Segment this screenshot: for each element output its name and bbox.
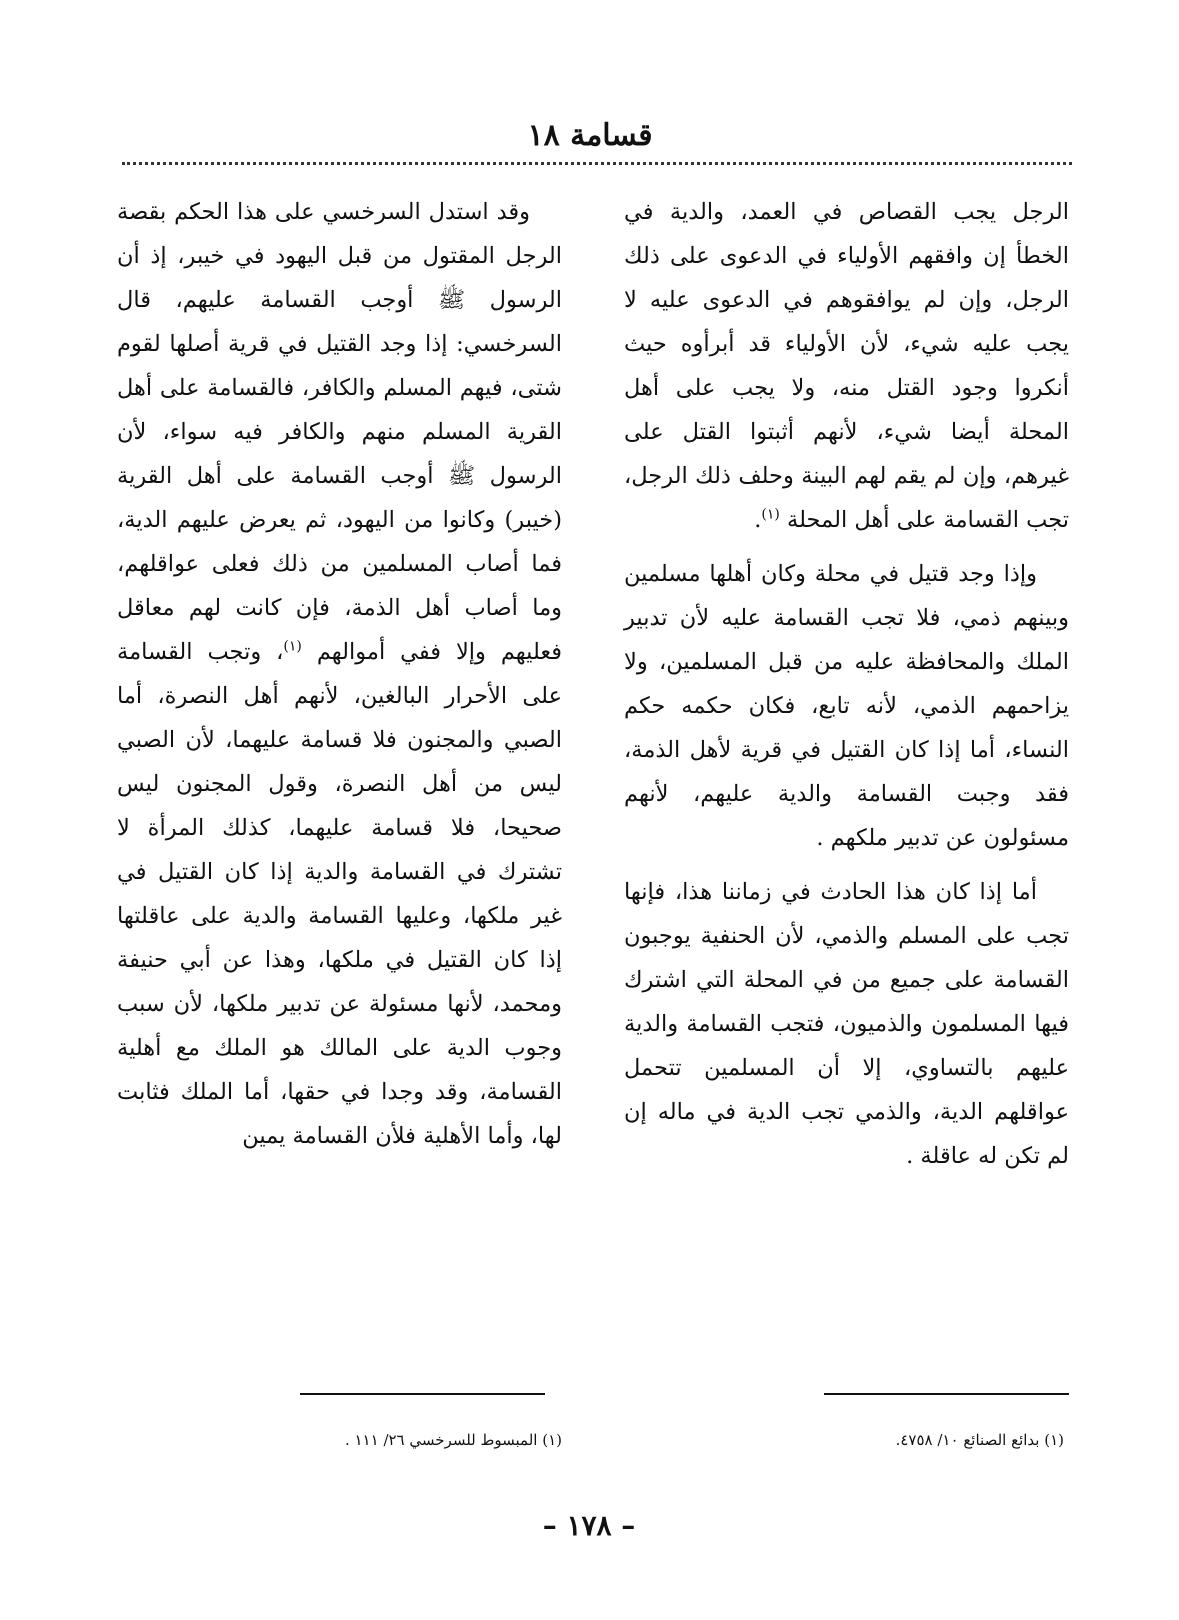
footnote-rule-right <box>824 1393 1069 1395</box>
right-paragraph-3: أما إذا كان هذا الحادث في زماننا هذا، فإنها تجب على المسلم والذمي، لأن الحنفية يوجبون القسامة على جميع من في المحلة التي اشترك فيها المسلمون والذميون، فتجب القسامة والدية عليهم بالتساوي، إلا أن المسلمين تتحمل عواقلهم الدية، والذمي تجب الدية في ماله إن لم تكن له عاقلة . <box>624 879 1069 1169</box>
header-dotted-rule <box>122 162 1072 165</box>
footnote-left: (١) المبسوط للسرخسي ٢٦/ ١١١ . <box>344 1431 562 1449</box>
footnote-right: (١) بدائع الصنائع ١٠/ ٤٧٥٨. <box>895 1431 1064 1449</box>
footnote-marker: (١) <box>761 506 780 523</box>
right-paragraph-1 <box>624 190 1069 542</box>
page-header-title: قسامة ١٨ <box>527 118 653 153</box>
left-paragraph-1-text: وقد استدل السرخسي على هذا الحكم بقصة الرجل المقتول من قبل اليهود في خيبر، إذ أن الرسول ﷺ أوجب القسامة عليهم، قال السرخسي: إذا وجد القتيل في قرية أصلها لقوم شتى، فيهم المسلم والكافر، فالقسامة على أهل القرية المسلم منهم والكافر فيه سواء، لأن الرسول ﷺ أوجب القسامة على أهل القرية (خيبر) وكانوا من اليهود، ثم يعرض عليهم الدية، فما أصاب المسلمين من ذلك فعلى عواقلهم، وما أصاب أهل الذمة، فإن كانت لهم معاقل فعليهم وإلا ففي أموالهم <box>117 199 563 665</box>
right-paragraph-2: وإذا وجد قتيل في محلة وكان أهلها مسلمين وبينهم ذمي، فلا تجب القسامة عليه لأن تدبير الملك والمحافظة عليه من قبل المسلمين، ولا يزاحمهم الذمي، لأنه تابع، فكان حكمه حكم النساء، أما إذا كان القتيل في قرية لأهل الذمة، فقد وجبت القسامة والدية عليهم، لأنهم مسئولون عن تدبير ملكهم . <box>624 561 1069 851</box>
footnote-rule-left <box>300 1393 545 1395</box>
left-paragraph-1-end: ، وتجب القسامة على الأحرار البالغين، لأنهم أهل النصرة، أما الصبي والمجنون فلا قسامة عليهما، لأن الصبي ليس من أهل النصرة، وقول المجنون ليس صحيحا، فلا قسامة عليهما، كذلك المرأة لا تشترك في القسامة والدية إذا كان القتيل في غير ملكها، وعليها القسامة والدية على عاقلتها إذا كان القتيل في ملكها، وهذا عن أبي حنيفة ومحمد، لأنها مسئولة عن تدبير ملكها، لأن سبب وجوب الدية على المالك هو الملك مع أهلية القسامة، وقد وجدا في حقها، أما الملك فثابت لها، وأما الأهلية فلأن القسامة يمين <box>117 639 562 1149</box>
page-number: – ١٧٨ – <box>542 1509 636 1542</box>
right-paragraph-1-text: الرجل يجب القصاص في العمد، والدية في الخطأ إن وافقهم الأولياء في الدعوى على ذلك الرجل، وإن لم يوافقوهم في الدعوى عليه لا يجب عليه شيء، لأن الأولياء قد أبرأوه حيث أنكروا وجود القتل منه، ولا يجب على أهل المحلة أيضا شيء، لأنهم أثبتوا القتل على غيرهم، وإن لم يقم لهم البينة وحلف ذلك الرجل، تجب القسامة على أهل المحلة <box>624 199 1069 533</box>
right-paragraph-1-end: . <box>754 507 762 533</box>
footnote-marker: (١) <box>283 638 302 655</box>
left-column <box>117 190 562 1168</box>
right-column <box>624 190 1069 1188</box>
left-paragraph-1 <box>117 190 562 1158</box>
